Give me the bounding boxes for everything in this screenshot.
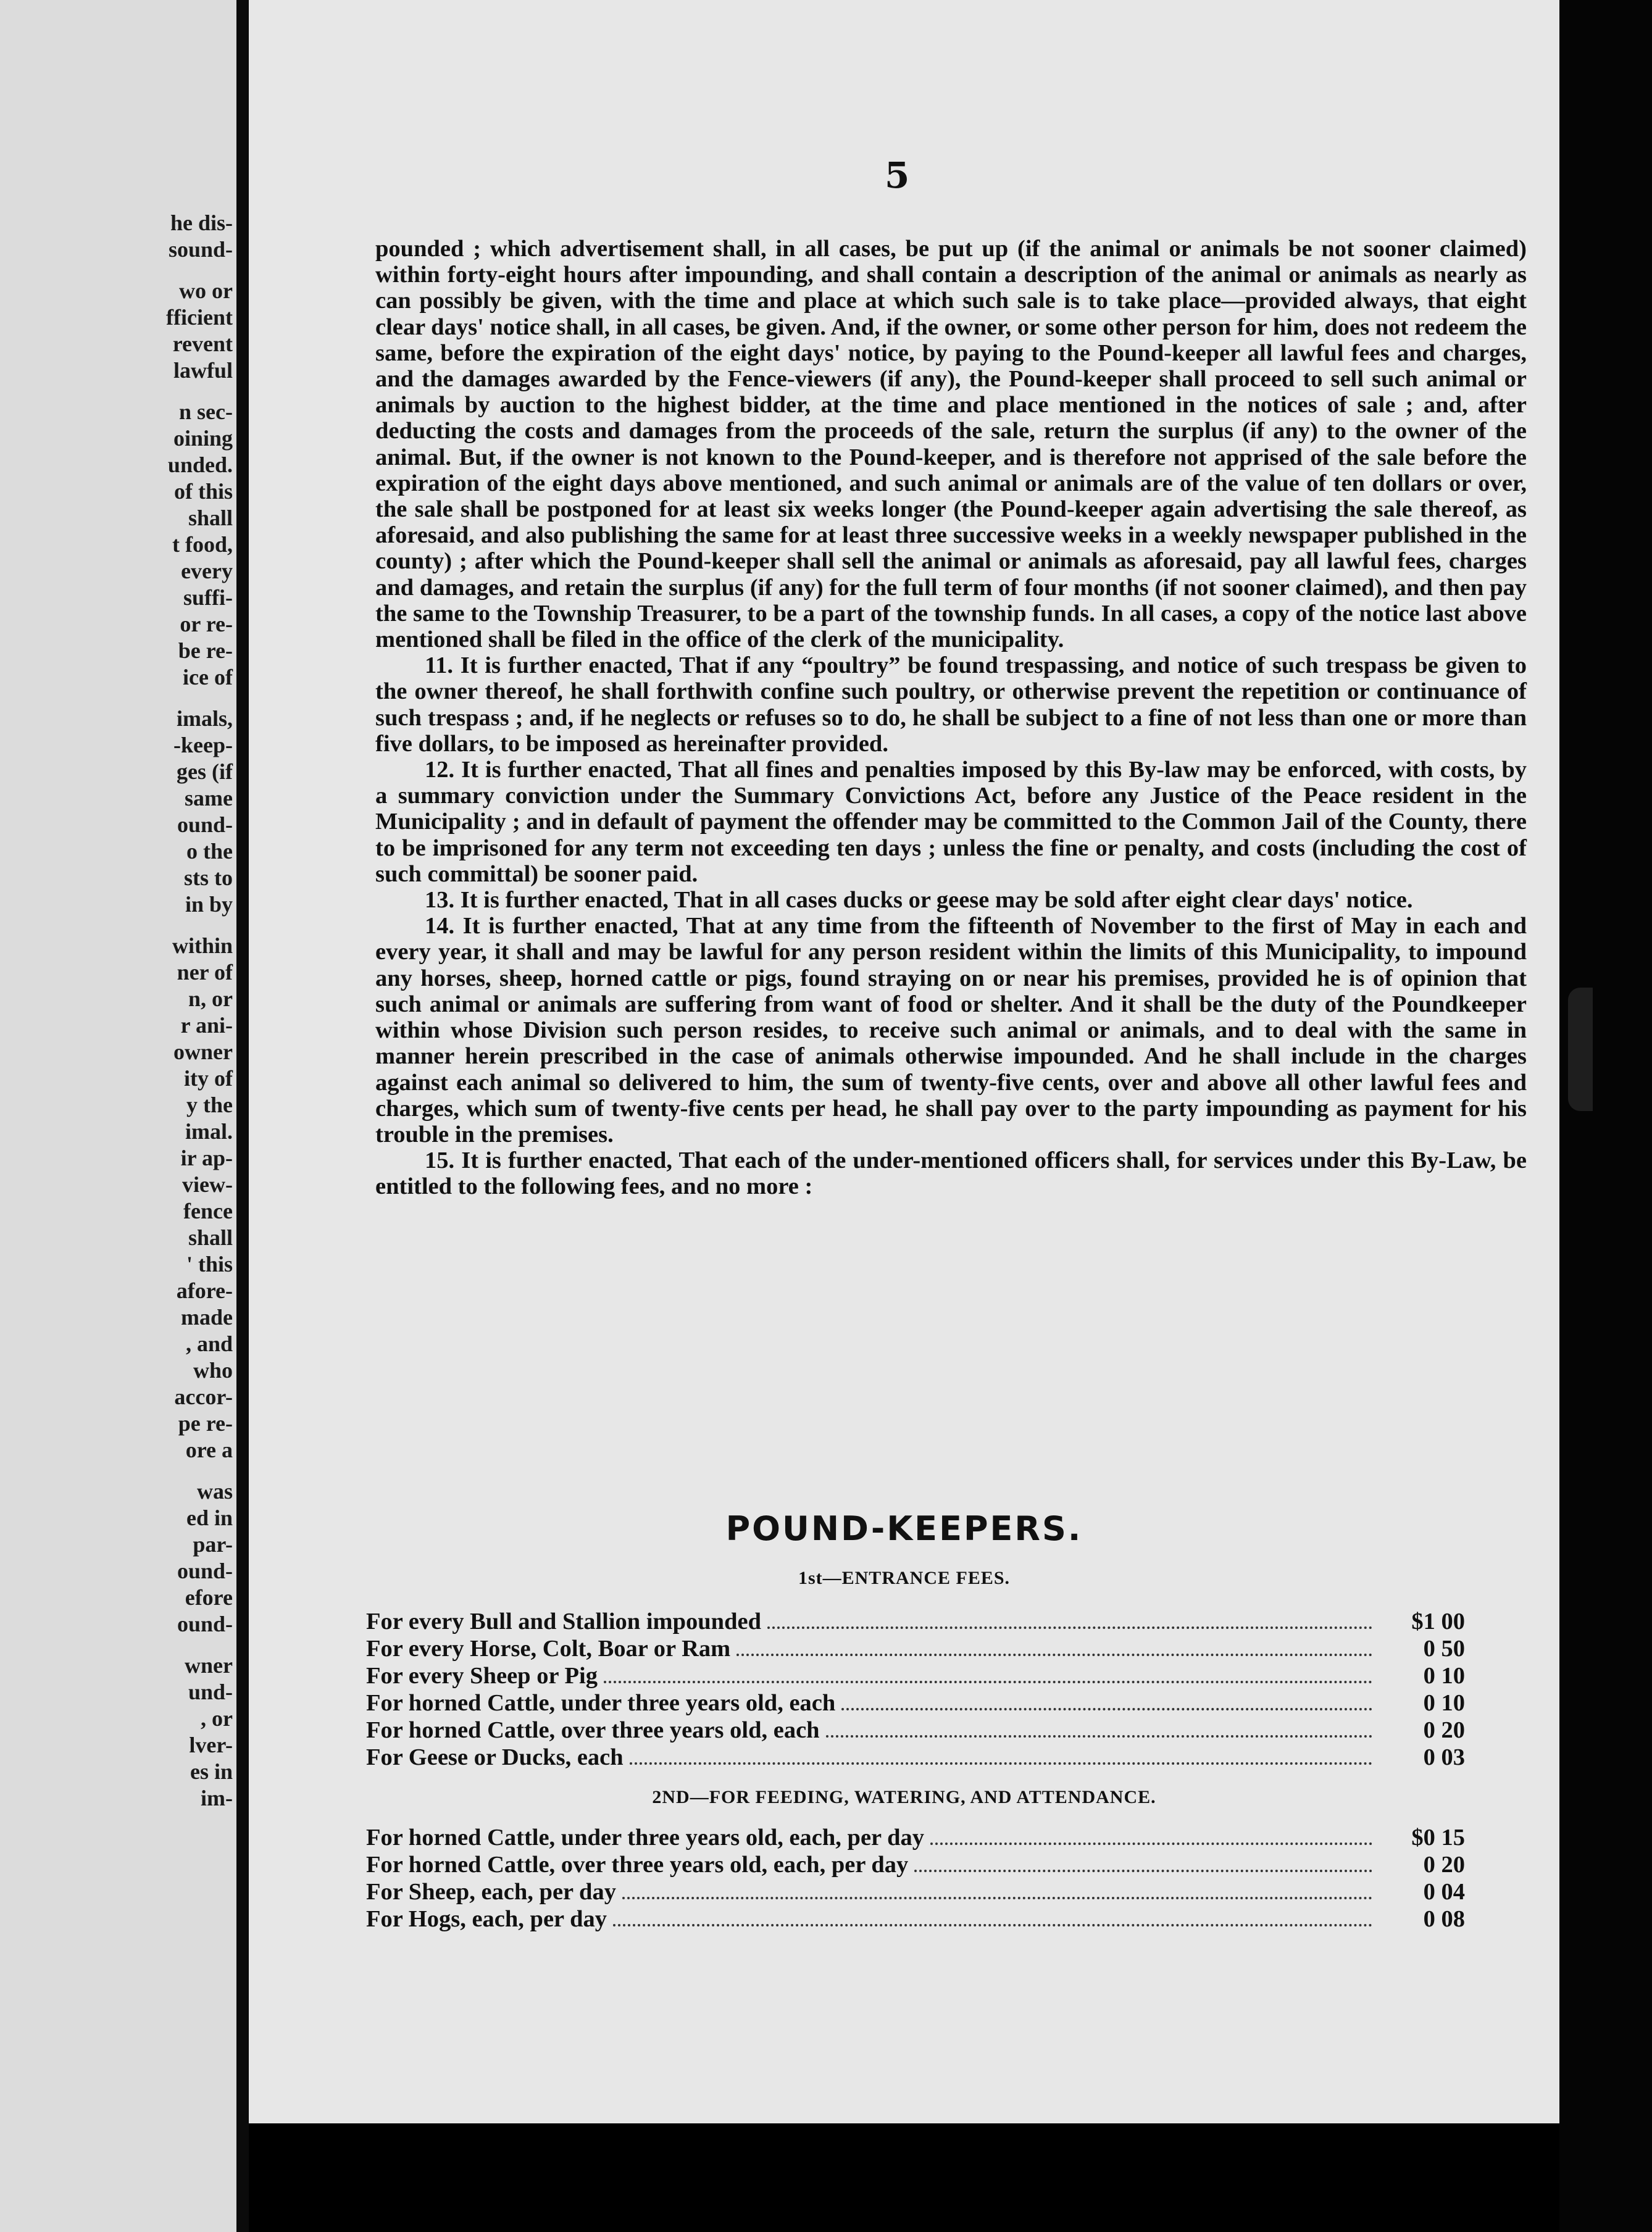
fee-row: [366, 1689, 1465, 1717]
fee-row: [366, 1608, 1465, 1635]
dot-leader: [767, 1626, 1372, 1629]
section-11: 11. It is further enacted, That if any “poultry” be found trespassing, and notice of such trespass be given to the owner thereof, he shall forthwith confine such poultry, or otherwise prevent the repetition or continuance of such trespass ; and, if he neglects or refuses so to do, he shall be subject to a fine of not less than one or more than five dollars, to be imposed as hereinafter provided.: [375, 652, 1527, 757]
page-number: 5: [885, 154, 910, 196]
fee-row: [366, 1824, 1465, 1851]
scan-border: [1559, 0, 1652, 2232]
dot-leader: [841, 1708, 1372, 1710]
dot-leader: [604, 1681, 1372, 1683]
fee-label: For Geese or Ducks, each: [366, 1744, 624, 1770]
facing-page-line: who: [193, 1358, 233, 1383]
feeding-fees-heading: 2ND—FOR FEEDING, WATERING, AND ATTENDANCE.: [652, 1787, 1156, 1807]
facing-page-line: t food,: [172, 532, 233, 557]
fee-amount: 0 20: [1423, 1852, 1465, 1878]
fee-amount: 0 20: [1423, 1717, 1465, 1743]
facing-page-line: ound-: [177, 1559, 233, 1583]
facing-page-line: im-: [201, 1786, 233, 1810]
fee-label: For Hogs, each, per day: [366, 1906, 607, 1932]
section-title: POUND-KEEPERS.: [725, 1509, 1083, 1548]
facing-page-line: ges (if: [177, 759, 233, 784]
fee-amount: 0 10: [1423, 1690, 1465, 1716]
facing-page-line: efore: [185, 1585, 233, 1610]
facing-page-line: ice of: [183, 665, 233, 689]
fee-label: For Sheep, each, per day: [366, 1879, 616, 1905]
dot-leader: [930, 1843, 1372, 1845]
facing-page-line: of this: [173, 479, 233, 504]
facing-page-line: shall: [188, 1225, 233, 1250]
fee-row: [366, 1744, 1465, 1771]
fee-amount: $1 00: [1411, 1609, 1465, 1634]
facing-page-line: wo or: [179, 278, 233, 303]
fee-amount: 0 10: [1423, 1663, 1465, 1689]
facing-page-line: or re-: [180, 612, 233, 636]
fee-label: For every Horse, Colt, Boar or Ram: [366, 1636, 731, 1662]
fee-row: [366, 1905, 1465, 1933]
facing-page-line: n, or: [188, 986, 233, 1011]
facing-page-line: ' this: [186, 1252, 233, 1276]
facing-page-line: pe re-: [178, 1411, 233, 1436]
facing-page-line: ore a: [185, 1438, 233, 1462]
facing-page-line: fficient: [166, 305, 233, 330]
section-14: 14. It is further enacted, That at any time from the fifteenth of November to the first of May in each and every year, it shall and may be lawful for any person resident within the limits of this Municipality, to impound any horses, sheep, horned cattle or pigs, found straying on or near his premises, provided he is of opinion that such animal or animals are suffering from want of food or shelter. And it shall be the duty of the Poundkeeper within whose Division such person resides, to receive such animal or animals, and to deal with the same in manner herein prescribed in the case of animals otherwise impounded. And he shall include in the charges against each animal so delivered to him, the sum of twenty-five cents, over and above all other lawful fees and charges, which sum of twenty-five cents per head, he shall pay over to the party impounding as payment for his trouble in the premises.: [375, 913, 1527, 1147]
facing-page-line: , and: [185, 1331, 233, 1356]
feeding-fees-table: [366, 1824, 1465, 1933]
facing-page-line: imals,: [176, 706, 233, 731]
fee-row: [366, 1878, 1465, 1905]
fee-amount: 0 04: [1423, 1879, 1465, 1905]
facing-page-line: -keep-: [173, 733, 233, 757]
fee-label: For every Bull and Stallion impounded: [366, 1609, 762, 1634]
entrance-fees-heading: 1st—ENTRANCE FEES.: [798, 1568, 1011, 1588]
facing-page-line: every: [181, 559, 233, 583]
facing-page-line: ed in: [186, 1505, 233, 1530]
fee-label: For every Sheep or Pig: [366, 1663, 598, 1689]
fee-amount: $0 15: [1411, 1825, 1465, 1851]
dot-leader: [613, 1924, 1372, 1926]
facing-page-line: be re-: [178, 638, 233, 663]
fee-row: [366, 1662, 1465, 1689]
section-13: 13. It is further enacted, That in all cases ducks or geese may be sold after eight clear days' notice.: [425, 887, 1413, 914]
facing-page-line: oining: [173, 426, 233, 451]
paragraph-continued: pounded ; which advertisement shall, in all cases, be put up (if the animal or animals be not sooner claimed) within forty-eight hours after impounding, and shall contain a description of the animal or animals as nearly as can possibly be given, with the time and place at which such sale is to take place—provided always, that eight clear days' notice shall, in all cases, be given. And, if the owner, or some other person for him, does not redeem the same, before the expiration of the eight days' notice, by paying to the Pound-keeper all lawful fees and charges, and the damages awarded by the Fence-viewers (if any), the Pound-keeper shall proceed to sell such animal or animals by auction to the highest bidder, at the time and place mentioned in the notices of sale ; and, after deducting the costs and damages from the proceeds of the sale, return the surplus (if any) to the owner of the animal. But, if the owner is not known to the Pound-keeper, and is therefore not apprised of the sale before the expiration of the eight days above mentioned, and such animal or animals are of the value of ten dollars or over, the sale shall be postponed for at least six weeks longer (the Pound-keeper again advertising the sale thereof, as aforesaid, and also publishing the same for at least three successive weeks in a weekly newspaper published in the county) ; after which the Pound-keeper shall sell the animal or animals as aforesaid, pay all lawful fees, charges and damages, and retain the surplus (if any) for the full term of four months (if not sooner claimed), and then pay the same to the Township Treasurer, to be a part of the township funds. In all cases, a copy of the notice last above mentioned shall be filed in the office of the clerk of the municipality.: [375, 236, 1527, 653]
facing-page-line: par-: [193, 1532, 233, 1557]
bylaw-text: [375, 236, 1527, 1200]
section-15: 15. It is further enacted, That each of the under-mentioned officers shall, for services under this By-Law, be entitled to the following fees, and no more :: [375, 1147, 1527, 1200]
facing-page-line: ound-: [177, 812, 233, 837]
facing-page-line: , or: [201, 1706, 233, 1731]
facing-page-line: ir ap-: [180, 1146, 233, 1170]
facing-page-line: n sec-: [179, 399, 233, 424]
facing-page-line: fence: [183, 1199, 233, 1223]
fee-amount: 0 50: [1423, 1636, 1465, 1662]
facing-page-line: lawful: [173, 358, 233, 383]
dot-leader: [914, 1870, 1372, 1872]
fee-row: [366, 1717, 1465, 1744]
facing-page-line: und-: [188, 1680, 233, 1704]
facing-page-line: ner of: [177, 960, 233, 985]
fee-label: For horned Cattle, over three years old, each, per day: [366, 1852, 909, 1878]
book-gutter: [236, 0, 249, 2232]
dot-leader: [630, 1762, 1372, 1765]
facing-page-line: unded.: [167, 452, 233, 477]
entrance-fees-table: [366, 1608, 1465, 1771]
facing-page-line: accor-: [174, 1385, 233, 1409]
facing-page-line: sound-: [168, 237, 233, 262]
facing-page-line: same: [185, 786, 233, 810]
fee-label: For horned Cattle, under three years old, each: [366, 1690, 836, 1716]
dot-leader: [826, 1735, 1372, 1738]
fee-label: For horned Cattle, over three years old, each: [366, 1717, 820, 1743]
fee-amount: 0 08: [1423, 1906, 1465, 1932]
page-edge-shadow: [1568, 988, 1593, 1111]
facing-page-line: sts to: [184, 865, 233, 890]
facing-page-line: owner: [173, 1039, 233, 1064]
facing-page-line: view-: [182, 1172, 233, 1197]
facing-page-line: suffi-: [183, 585, 233, 610]
fee-row: [366, 1851, 1465, 1878]
facing-page-fragment: [0, 0, 236, 2232]
facing-page-line: ity of: [184, 1066, 233, 1091]
facing-page-line: he dis-: [170, 210, 233, 235]
facing-page-line: revent: [172, 331, 233, 356]
facing-page-line: shall: [188, 506, 233, 530]
facing-page-line: wner: [185, 1653, 233, 1678]
facing-page-line: was: [196, 1479, 233, 1504]
facing-page-line: in by: [185, 892, 233, 917]
facing-page-line: es in: [190, 1759, 233, 1784]
facing-page-line: ound-: [177, 1612, 233, 1636]
fee-row: [366, 1635, 1465, 1662]
dot-leader: [622, 1897, 1372, 1899]
facing-page-line: o the: [186, 839, 233, 864]
section-12: 12. It is further enacted, That all fines and penalties imposed by this By-law may be enforced, with costs, by a summary conviction under the Summary Convictions Act, before any Justice of the Peace resident in the Municipality ; and in default of payment the offender may be committed to the Common Jail of the County, there to be imprisoned for any term not exceeding ten days ; unless the fine or penalty, and costs (including the cost of such committal) be sooner paid.: [375, 757, 1527, 887]
facing-page-line: afore-: [176, 1278, 233, 1303]
fee-label: For horned Cattle, under three years old, each, per day: [366, 1825, 924, 1851]
facing-page-line: y the: [186, 1093, 233, 1117]
facing-page-line: made: [181, 1305, 233, 1330]
facing-page-line: within: [172, 933, 233, 958]
facing-page-line: r ani-: [180, 1013, 233, 1038]
dot-leader: [736, 1654, 1372, 1656]
document-page: [249, 0, 1559, 2123]
facing-page-line: imal.: [185, 1119, 233, 1144]
fee-amount: 0 03: [1423, 1744, 1465, 1770]
facing-page-line: lver-: [189, 1733, 233, 1757]
